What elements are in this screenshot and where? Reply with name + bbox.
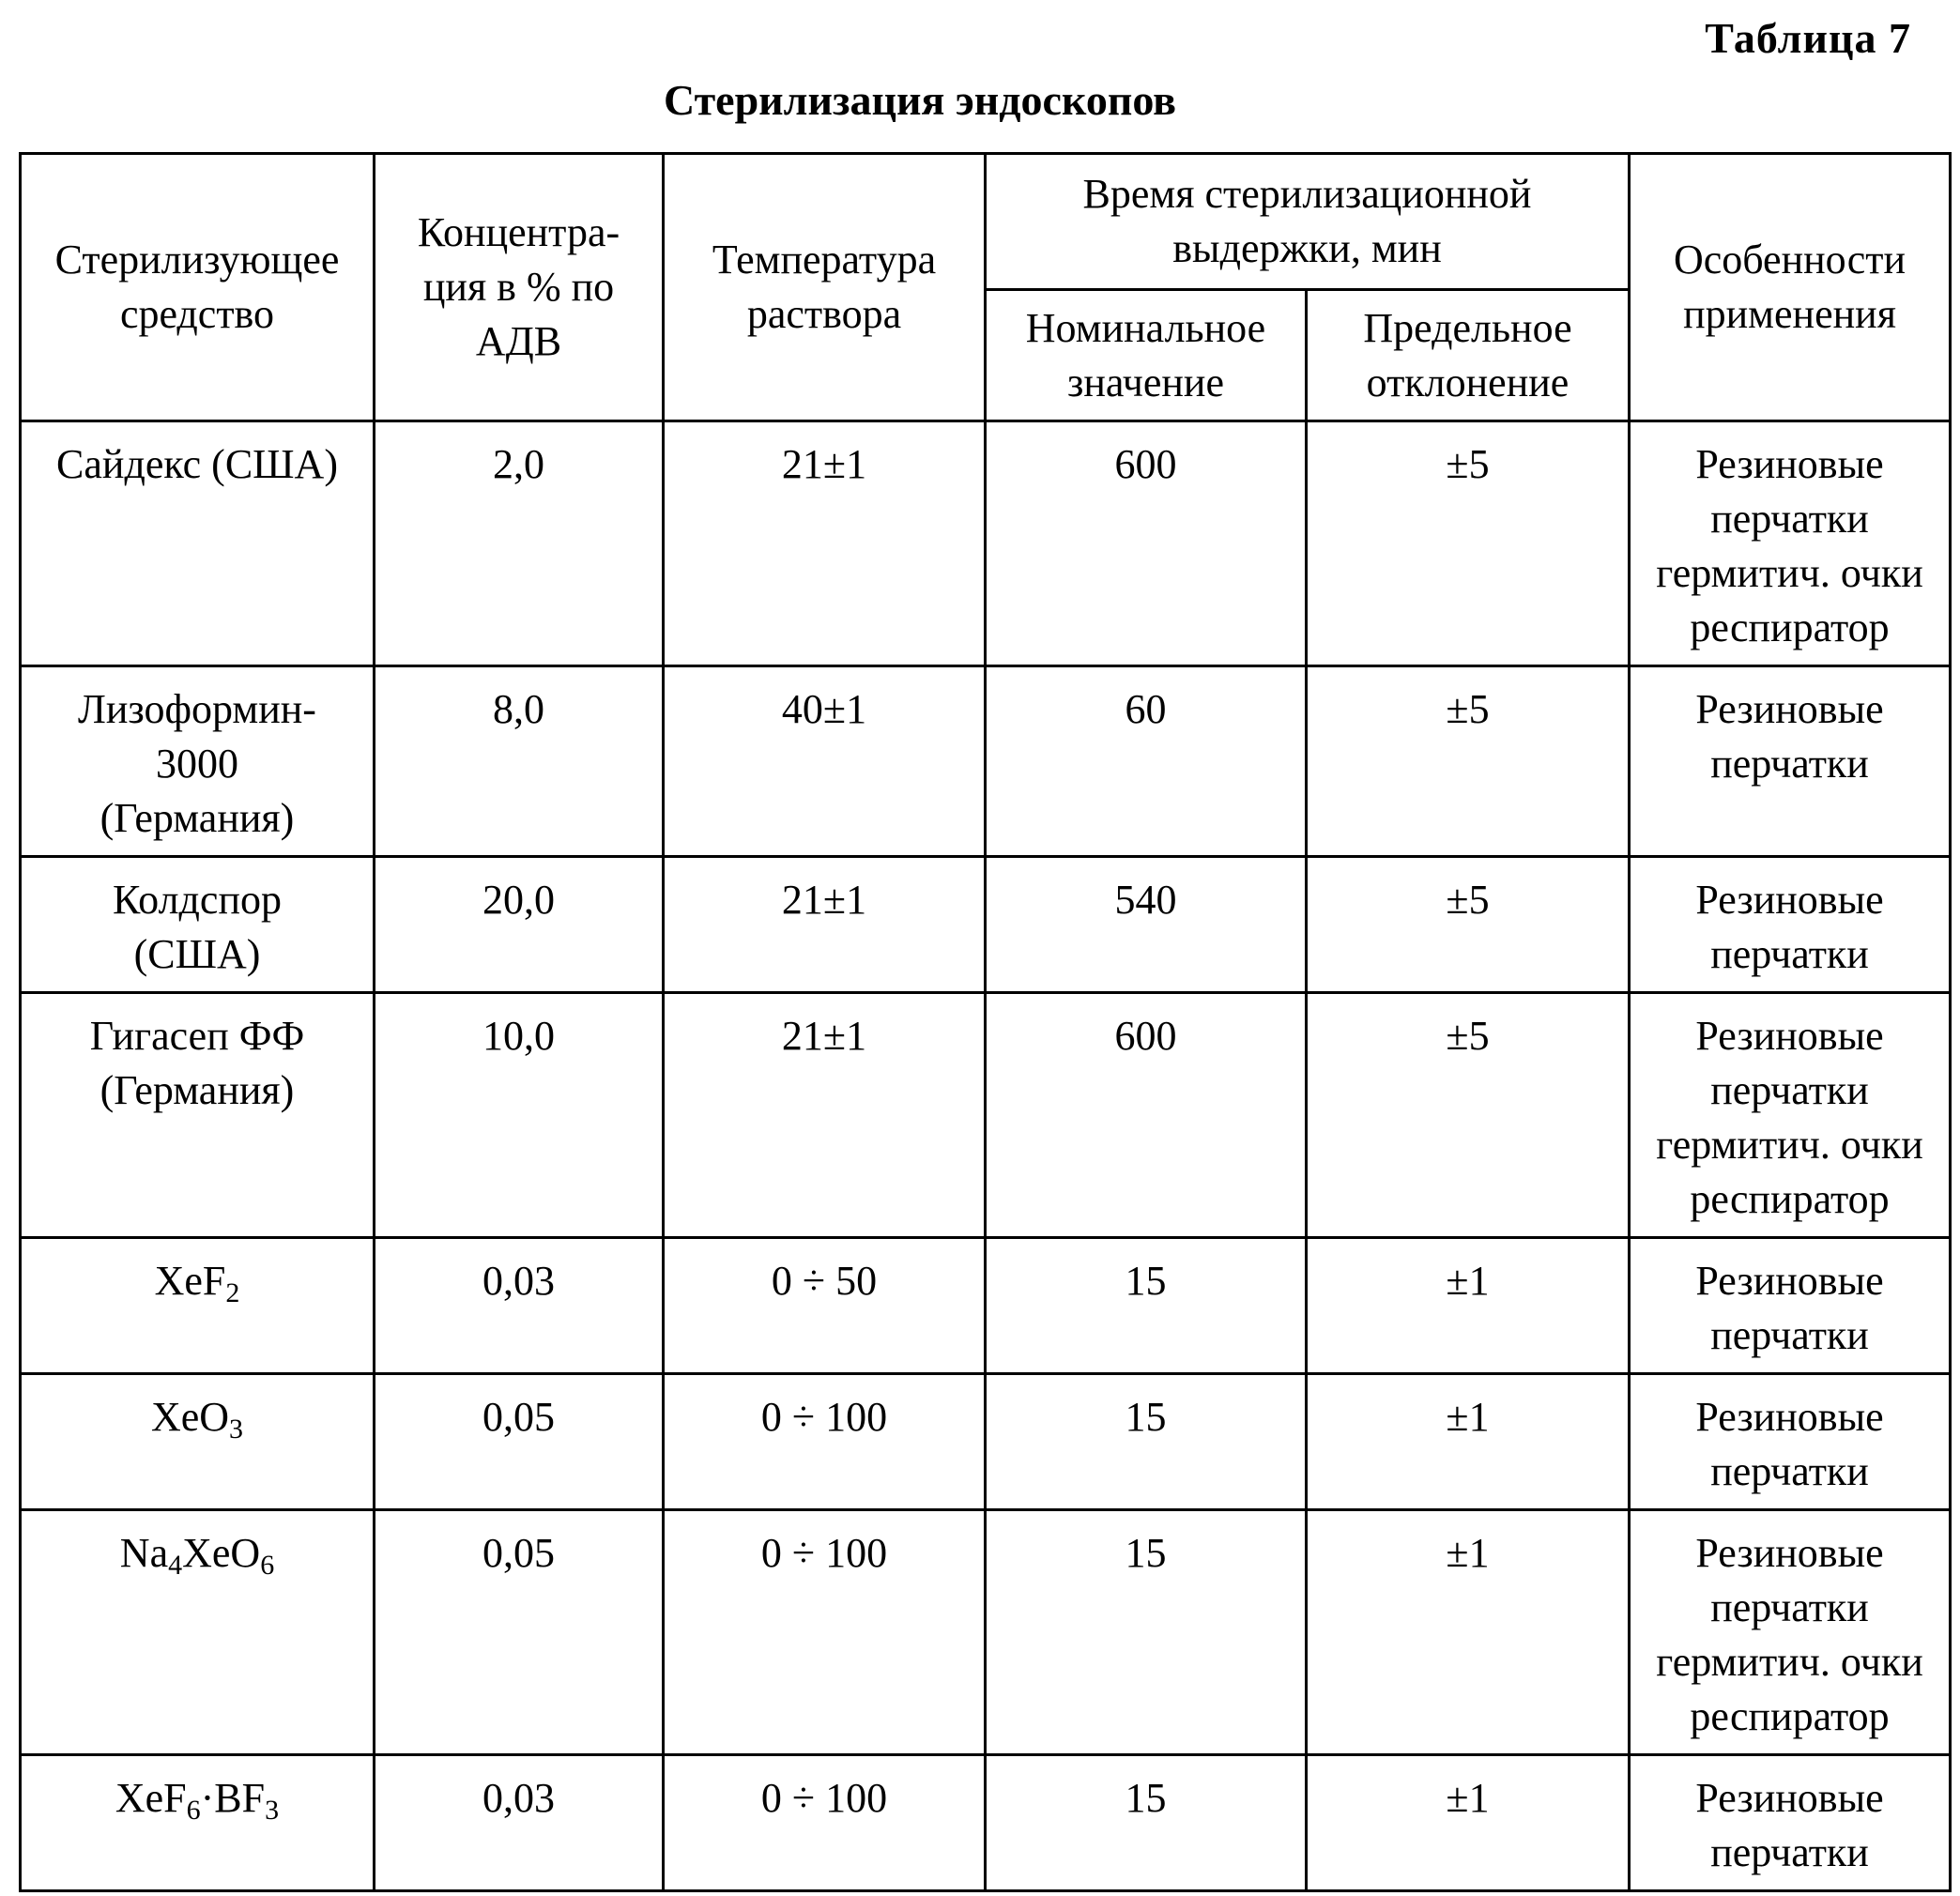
table-row [21, 666, 1951, 857]
temperature-cell: 21±1 [664, 993, 986, 1238]
concentration-cell: 10,0 [375, 993, 664, 1238]
temperature-cell: 0 ÷ 100 [664, 1755, 986, 1891]
deviation-cell: ±5 [1307, 666, 1630, 857]
deviation-cell: ±1 [1307, 1374, 1630, 1510]
temperature-cell: 21±1 [664, 421, 986, 666]
deviation-cell: ±5 [1307, 421, 1630, 666]
nominal-cell: 60 [986, 666, 1307, 857]
table-row [21, 421, 1951, 666]
features-cell: Резиновые перчатки [1630, 1755, 1951, 1891]
features-cell: Резиновые перчатки гермитич. очки респиратор [1630, 421, 1951, 666]
formula: $Na_4XeO_6$ [119, 1530, 275, 1581]
table-row [21, 1510, 1951, 1755]
header-row [21, 154, 1951, 290]
agent-cell [21, 1510, 375, 1755]
table-row [21, 1755, 1951, 1891]
nominal-cell: 15 [986, 1755, 1307, 1891]
sterilization-table [19, 152, 1952, 1892]
agent-cell: Лизоформин- 3000 (Германия) [21, 666, 375, 857]
agent-cell [21, 1374, 375, 1510]
formula: $XeF_6\cdot BF_3$ [115, 1775, 280, 1826]
concentration-cell: 0,05 [375, 1374, 664, 1510]
features-cell: Резиновые перчатки гермитич. очки респиратор [1630, 993, 1951, 1238]
header-deviation: Предельное отклонение [1307, 290, 1630, 421]
header-temperature: Температура раствора [664, 154, 986, 421]
header-agent: Стерилизующее средство [21, 154, 375, 421]
temperature-cell: 21±1 [664, 857, 986, 993]
agent-cell [21, 1755, 375, 1891]
agent-cell: Колдспор (США) [21, 857, 375, 993]
nominal-cell: 540 [986, 857, 1307, 993]
header-features: Особенности применения [1630, 154, 1951, 421]
nominal-cell: 600 [986, 421, 1307, 666]
concentration-cell: 0,03 [375, 1238, 664, 1374]
concentration-cell: 0,05 [375, 1510, 664, 1755]
features-cell: Резиновые перчатки [1630, 857, 1951, 993]
agent-cell: Гигасеп ФФ (Германия) [21, 993, 375, 1238]
table-title: Стерилизация эндоскопов [663, 76, 1177, 124]
temperature-cell: 0 ÷ 50 [664, 1238, 986, 1374]
deviation-cell: ±1 [1307, 1755, 1630, 1891]
concentration-cell: 0,03 [375, 1755, 664, 1891]
features-cell: Резиновые перчатки [1630, 1238, 1951, 1374]
nominal-cell: 15 [986, 1374, 1307, 1510]
nominal-cell: 600 [986, 993, 1307, 1238]
features-cell: Резиновые перчатки [1630, 666, 1951, 857]
nominal-cell: 15 [986, 1238, 1307, 1374]
table-row [21, 1374, 1951, 1510]
table-row [21, 993, 1951, 1238]
deviation-cell: ±1 [1307, 1238, 1630, 1374]
nominal-cell: 15 [986, 1510, 1307, 1755]
deviation-cell: ±1 [1307, 1510, 1630, 1755]
header-sterilization-time: Время стерилизационной выдержки, мин [986, 154, 1630, 290]
table-row [21, 1238, 1951, 1374]
temperature-cell: 0 ÷ 100 [664, 1510, 986, 1755]
agent-cell: Сайдекс (США) [21, 421, 375, 666]
concentration-cell: 20,0 [375, 857, 664, 993]
agent-cell [21, 1238, 375, 1374]
table-number-label: Таблица 7 [1705, 14, 1911, 62]
deviation-cell: ±5 [1307, 993, 1630, 1238]
table-row [21, 857, 1951, 993]
temperature-cell: 0 ÷ 100 [664, 1374, 986, 1510]
deviation-cell: ±5 [1307, 857, 1630, 993]
temperature-cell: 40±1 [664, 666, 986, 857]
header-nominal: Номинальное значение [986, 290, 1307, 421]
concentration-cell: 8,0 [375, 666, 664, 857]
features-cell: Резиновые перчатки [1630, 1374, 1951, 1510]
formula: XeO$_3$ [150, 1394, 244, 1445]
header-concentration: Концентра- ция в % по АДВ [375, 154, 664, 421]
features-cell: Резиновые перчатки гермитич. очки респиратор [1630, 1510, 1951, 1755]
concentration-cell: 2,0 [375, 421, 664, 666]
formula: XeF$_2$ [154, 1258, 240, 1308]
